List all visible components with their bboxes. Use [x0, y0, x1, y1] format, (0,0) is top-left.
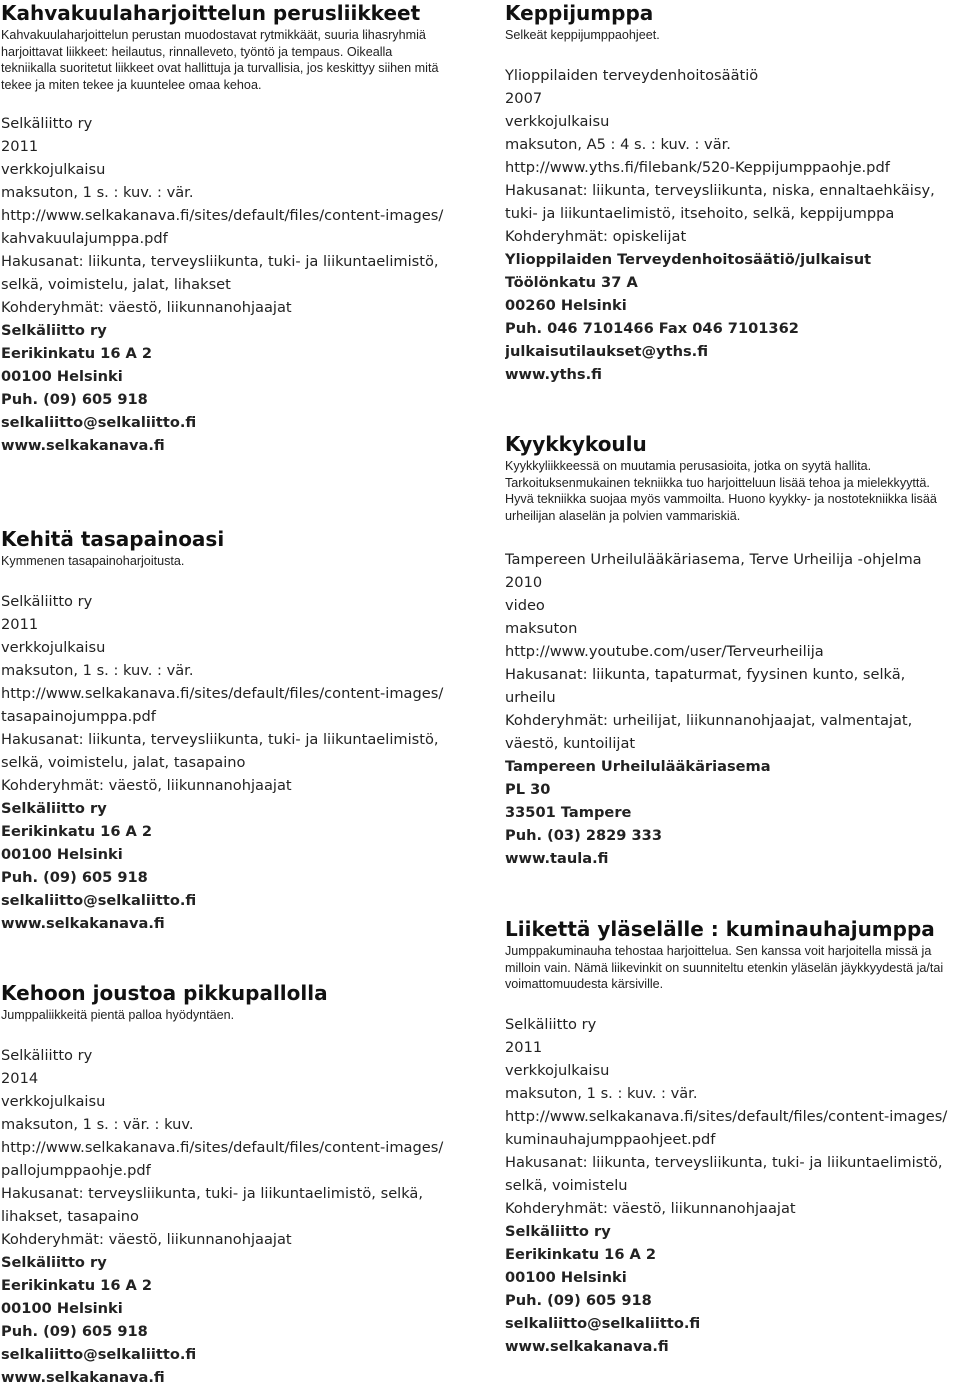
entry-fields	[1, 112, 471, 319]
entry-description: Jumppaliikkeitä pientä palloa hyödyntäen.	[1, 1008, 235, 1022]
format: verkkojulkaisu	[505, 1061, 610, 1079]
contact-org: Selkäliitto ry	[1, 322, 107, 339]
format: video	[505, 597, 545, 614]
target-groups: Kohderyhmät: väestö, liikunnanohjaajat	[1, 1230, 292, 1248]
year: 2014	[1, 1069, 39, 1087]
keywords-line-1: Hakusanat: liikunta, terveysliikunta, tuki- ja liikuntaelimistö,	[1, 253, 439, 270]
target-groups-line-1: Kohderyhmät: urheilijat, liikunnanohjaajat, valmentajat,	[505, 712, 913, 729]
contact-city: 00100 Helsinki	[505, 1268, 627, 1286]
contact-street: Eerikinkatu 16 A 2	[505, 1245, 657, 1263]
contact-email[interactable]: selkaliitto@selkaliitto.fi	[1, 414, 197, 431]
entry-description: Selkeät keppijumppaohjeet.	[505, 28, 660, 42]
contact-street: Töölönkatu 37 A	[505, 273, 638, 291]
entry-title: Keppijumppa	[505, 1, 654, 25]
target-groups: Kohderyhmät: väestö, liikunnanohjaajat	[505, 1199, 796, 1217]
price-info: maksuton, 1 s. : kuv. : vär.	[1, 184, 194, 201]
year: 2011	[505, 1038, 543, 1056]
target-groups: Kohderyhmät: väestö, liikunnanohjaajat	[1, 776, 292, 794]
contact-phone: Puh. (09) 605 918	[1, 391, 148, 408]
contact-org: Selkäliitto ry	[505, 1222, 611, 1240]
contact-website[interactable]: www.selkakanava.fi	[505, 1337, 669, 1355]
entry-description: Kahvakuulaharjoittelun perustan muodostavat rytmikkäät, suuria lihasryhmiä harjoittavat liikkeet: heilautus, rinnalleveto, työntö ja tempaus. Oikealla tekniikalla suoritetut liikkeet ovat hallittuja ja turvallisia, jos keskittyy siihen mitä tekee ja miten tekee ja kuuntelee omaa kehoa.	[1, 28, 439, 92]
contact-block	[505, 1220, 960, 1358]
contact-phone: Puh. 046 7101466 Fax 046 7101362	[505, 319, 799, 337]
entry-description: Kyykkyliikkeessä on muutamia perusasioita, jotka on syytä hallita. Tarkoituksenmukainen tekniikka tuo harjoitteluun lisää tehoa ja mielekkyyttä. Hyvä tekniikka suojaa myös vammoilta. Huono kyykky- ja nostotekniikka lisää urheilijan alaselän ja polvien vammariskiä.	[505, 459, 937, 523]
publisher: Ylioppilaiden terveydenhoitosäätiö	[505, 66, 759, 84]
contact-org: Ylioppilaiden Terveydenhoitosäätiö/julkaisut	[505, 250, 872, 268]
url-line-2[interactable]: tasapainojumppa.pdf	[1, 707, 156, 725]
price-info: maksuton, A5 : 4 s. : kuv. : vär.	[505, 135, 731, 153]
publisher: Selkäliitto ry	[1, 115, 93, 132]
entry-fields	[1, 1044, 471, 1251]
year: 2007	[505, 89, 543, 107]
contact-street: Eerikinkatu 16 A 2	[1, 345, 153, 362]
url-line-1[interactable]: http://www.selkakanava.fi/sites/default/files/content-images/	[1, 684, 444, 702]
contact-city: 00100 Helsinki	[1, 845, 123, 863]
url-line-1[interactable]: http://www.selkakanava.fi/sites/default/files/content-images/	[1, 207, 444, 224]
keywords-line-2: lihakset, tasapaino	[1, 1207, 139, 1225]
entry-description: Jumppakuminauha tehostaa harjoittelua. Sen kanssa voit harjoitella missä ja milloin vain. Nämä liikevinkit on suunniteltu etenkin yläselän jäykkyydestä ja/tai voimattomuudesta kärsiville.	[505, 944, 944, 991]
contact-phone: Puh. (03) 2829 333	[505, 827, 662, 844]
url-line-1[interactable]: http://www.yths.fi/filebank/520-Keppijumppaohje.pdf	[505, 158, 890, 176]
keywords-line-1: Hakusanat: terveysliikunta, tuki- ja liikuntaelimistö, selkä,	[1, 1184, 423, 1202]
entry-kahvakuula	[1, 0, 471, 457]
format: verkkojulkaisu	[505, 112, 610, 130]
target-groups: Kohderyhmät: väestö, liikunnanohjaajat	[1, 299, 292, 316]
keywords-line-2: selkä, voimistelu, jalat, tasapaino	[1, 753, 246, 771]
keywords-line-1: Hakusanat: liikunta, terveysliikunta, tuki- ja liikuntaelimistö,	[505, 1153, 943, 1171]
contact-website[interactable]: www.selkakanava.fi	[1, 1368, 165, 1386]
contact-email[interactable]: selkaliitto@selkaliitto.fi	[1, 1345, 197, 1363]
entry-title: Kehitä tasapainoasi	[1, 527, 225, 551]
contact-website[interactable]: www.taula.fi	[505, 850, 609, 867]
keywords-line-2: tuki- ja liikuntaelimistö, itsehoito, selkä, keppijumppa	[505, 204, 895, 222]
contact-org: Tampereen Urheilulääkäriasema	[505, 758, 771, 775]
contact-city: 33501 Tampere	[505, 804, 632, 821]
entry-tasapaino	[1, 526, 471, 935]
contact-block	[505, 248, 960, 386]
publisher: Selkäliitto ry	[505, 1015, 597, 1033]
url-line-2[interactable]: kahvakuulajumppa.pdf	[1, 230, 168, 247]
entry-fields	[505, 64, 960, 248]
contact-block	[505, 755, 960, 870]
contact-block	[1, 1251, 471, 1389]
publisher: Selkäliitto ry	[1, 592, 93, 610]
url-line-1[interactable]: http://www.selkakanava.fi/sites/default/files/content-images/	[505, 1107, 948, 1125]
contact-city: 00100 Helsinki	[1, 368, 123, 385]
entry-title: Liikettä yläselälle : kuminauhajumppa	[505, 917, 935, 941]
contact-website[interactable]: www.selkakanava.fi	[1, 437, 165, 454]
publisher: Selkäliitto ry	[1, 1046, 93, 1064]
contact-org: Selkäliitto ry	[1, 799, 107, 817]
entry-pikkupallo	[1, 980, 471, 1389]
format: verkkojulkaisu	[1, 638, 106, 656]
entry-fields	[505, 1013, 960, 1220]
price-info: maksuton, 1 s. : kuv. : vär.	[1, 661, 194, 679]
entry-title: Kahvakuulaharjoittelun perusliikkeet	[1, 1, 421, 25]
format: verkkojulkaisu	[1, 1092, 106, 1110]
url-line-2[interactable]: kuminauhajumppaohjeet.pdf	[505, 1130, 716, 1148]
contact-po-box: PL 30	[505, 781, 551, 798]
keywords-line-1: Hakusanat: liikunta, terveysliikunta, tuki- ja liikuntaelimistö,	[1, 730, 439, 748]
year: 2011	[1, 138, 39, 155]
entry-description: Kymmenen tasapainoharjoitusta.	[1, 554, 185, 568]
contact-org: Selkäliitto ry	[1, 1253, 107, 1271]
url-line-2[interactable]: pallojumppaohje.pdf	[1, 1161, 151, 1179]
target-groups-line-2: väestö, kuntoilijat	[505, 735, 636, 752]
contact-email[interactable]: selkaliitto@selkaliitto.fi	[1, 891, 197, 909]
entry-title: Kyykkykoulu	[505, 432, 647, 456]
contact-street: Eerikinkatu 16 A 2	[1, 822, 153, 840]
keywords-line-1: Hakusanat: liikunta, tapaturmat, fyysinen kunto, selkä,	[505, 666, 906, 683]
entry-title: Kehoon joustoa pikkupallolla	[1, 981, 328, 1005]
keywords-line-2: selkä, voimistelu, jalat, lihakset	[1, 276, 231, 293]
contact-email[interactable]: julkaisutilaukset@yths.fi	[505, 342, 709, 360]
contact-street: Eerikinkatu 16 A 2	[1, 1276, 153, 1294]
entry-kuminauhajumppa	[505, 916, 960, 1358]
keywords-line-1: Hakusanat: liikunta, terveysliikunta, niska, ennaltaehkäisy,	[505, 181, 935, 199]
contact-website[interactable]: www.yths.fi	[505, 365, 602, 383]
entry-keppijumppa	[505, 0, 960, 386]
price-info: maksuton	[505, 620, 578, 637]
price-info: maksuton, 1 s. : vär. : kuv.	[1, 1115, 194, 1133]
keywords-line-2: urheilu	[505, 689, 556, 706]
entry-fields	[1, 590, 471, 797]
contact-website[interactable]: www.selkakanava.fi	[1, 914, 165, 932]
url-line-1[interactable]: http://www.selkakanava.fi/sites/default/files/content-images/	[1, 1138, 444, 1156]
contact-phone: Puh. (09) 605 918	[1, 1322, 148, 1340]
format: verkkojulkaisu	[1, 161, 106, 178]
entry-fields	[505, 548, 960, 755]
entry-kyykkykoulu	[505, 431, 960, 870]
price-info: maksuton, 1 s. : kuv. : vär.	[505, 1084, 698, 1102]
url-line-1[interactable]: http://www.youtube.com/user/Terveurheilija	[505, 643, 824, 660]
target-groups: Kohderyhmät: opiskelijat	[505, 227, 687, 245]
contact-city: 00100 Helsinki	[1, 1299, 123, 1317]
year: 2010	[505, 574, 543, 591]
contact-city: 00260 Helsinki	[505, 296, 627, 314]
contact-phone: Puh. (09) 605 918	[505, 1291, 652, 1309]
contact-block	[1, 797, 471, 935]
keywords-line-2: selkä, voimistelu	[505, 1176, 628, 1194]
contact-phone: Puh. (09) 605 918	[1, 868, 148, 886]
contact-block	[1, 319, 471, 457]
contact-email[interactable]: selkaliitto@selkaliitto.fi	[505, 1314, 701, 1332]
year: 2011	[1, 615, 39, 633]
publisher: Tampereen Urheilulääkäriasema, Terve Urheilija -ohjelma	[505, 551, 922, 568]
